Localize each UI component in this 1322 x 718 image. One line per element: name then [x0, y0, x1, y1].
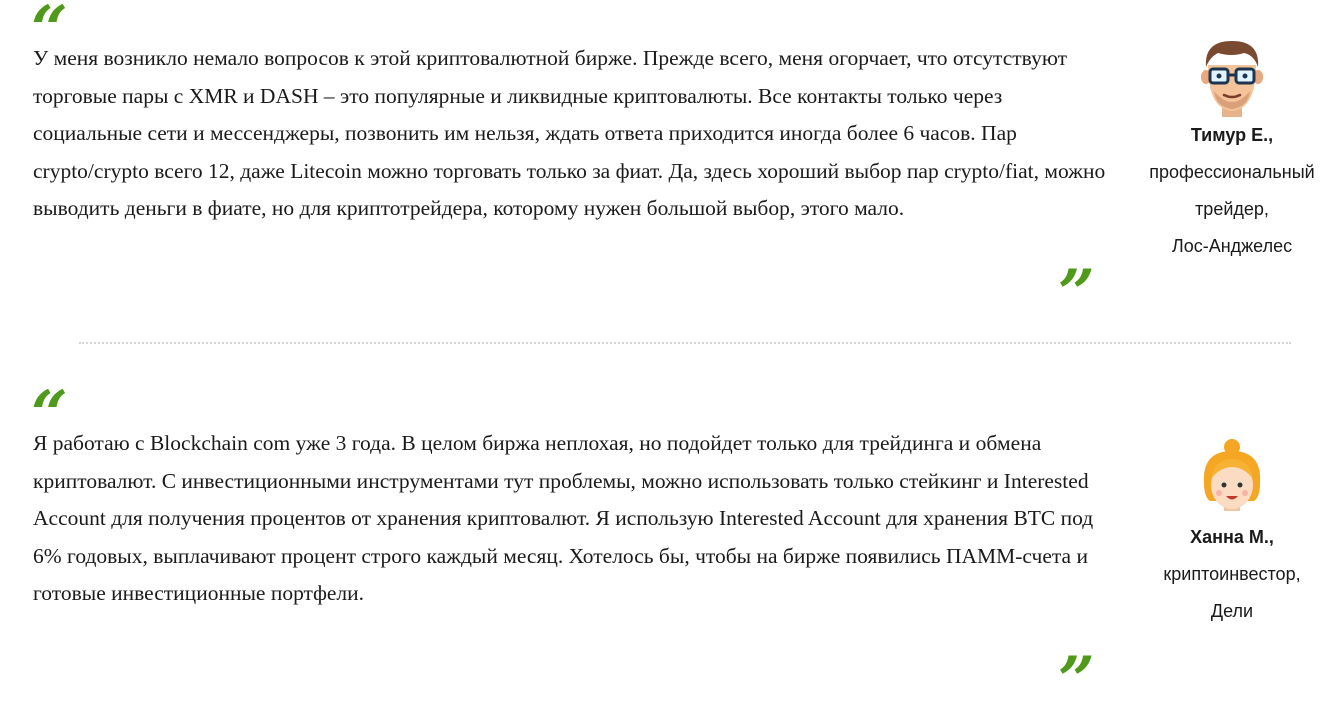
close-quote-icon: ” [1058, 256, 1095, 331]
review-card [0, 377, 1322, 718]
man-with-glasses-avatar-icon [1200, 37, 1264, 117]
author-name: Ханна М., [1190, 527, 1274, 547]
review-author [1132, 439, 1322, 630]
author-role: профессиональный [1149, 162, 1315, 182]
open-quote-icon: “ [31, 377, 68, 452]
woman-blonde-avatar-icon [1200, 439, 1264, 519]
close-quote-icon: ” [1058, 643, 1095, 718]
review-card [0, 0, 1322, 331]
author-role: криптоинвестор, [1163, 564, 1301, 584]
review-author [1132, 37, 1322, 265]
author-name: Тимур Е., [1190, 125, 1274, 145]
author-city: Дели [1210, 601, 1254, 621]
author-city: Лос-Анджелес [1171, 236, 1293, 256]
review-divider [79, 342, 1291, 344]
open-quote-icon: “ [31, 0, 68, 67]
review-text: Я работаю с Blockchain com уже 3 года. В целом биржа неплохая, но подойдет только для трейдинга и обмена криптовалют. С инвестиционными инструментами тут проблемы, можно использовать только стейкинг и Interested Account для получения процентов от хранения криптовалют. Я использую Interested Account для хранения BTC под 6% годовых, выплачивают процент строго каждый месяц. Хотелось бы, чтобы на бирже появились ПАММ-счета и готовые инвестиционные портфели. [33, 431, 1094, 605]
review-text: У меня возникло немало вопросов к этой криптовалютной бирже. Прежде всего, меня огорчает, что отсутствуют торговые пары с XMR и DASH – это популярные и ликвидные криптовалюты. Все контакты только через социальные сети и мессенджеры, позвонить им нельзя, ждать ответа приходится иногда более 6 часов. Пар crypto/crypto всего 12, даже Litecoin можно торговать только за фиат. Да, здесь хороший выбор пар crypto/fiat, можно выводить деньги в фиате, но для криптотрейдера, которому нужен большой выбор, этого мало. [33, 46, 1106, 220]
author-role-continued: трейдер, [1195, 199, 1269, 219]
